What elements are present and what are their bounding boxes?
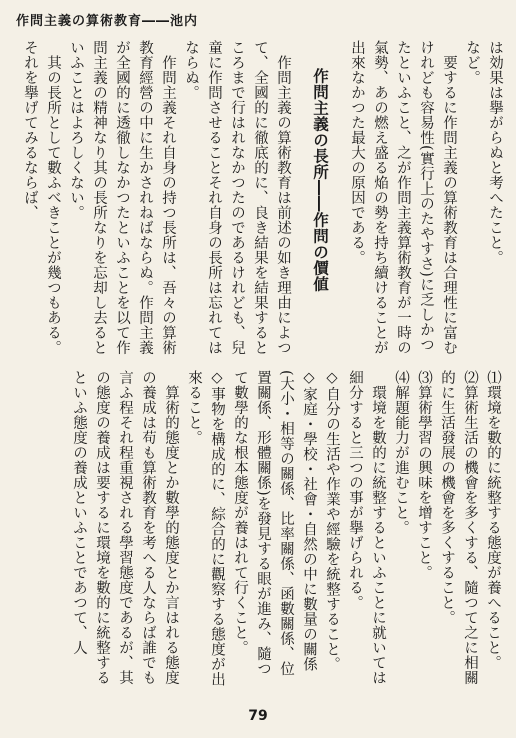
section-heading: 作問主義の長所――作問の價値 (311, 68, 329, 292)
list-item: ⑵算術生活の機會を多くする、隨つて之に相關的に生活發展の機會を多くすること。 (439, 370, 478, 685)
paragraph: 要するに作問主義の算術教育は合理性に富むけれども容易性(實行上のたやすさ)に乏しかつたといふこと、之が作問主義算術教育が一時の氣勢、あの燃え盛る焔の勢を持ち續けることが出來なかつた最大の原因である。 (349, 40, 457, 355)
paragraph: 作問主義それ自身の持つ長所は、吾々の算術教育經營の中に生かされねばならぬ。作問主義が全國的に透徹しなかつたといふことを以て作問主義の精神なり其の長所なりを忘却し去るといふことはよろしくない。 (68, 40, 176, 355)
bullet-item: ◇事物を構成的に、綜合的に觀察する態度が出來ること。 (186, 370, 225, 687)
paragraph: 環境を數的に統整するといふことに就いては細分すると三つの事が擧げられる。 (347, 370, 386, 685)
paragraph: 算術的態度とか數學的態度とか言はれる態度の養成は苟も算術教育を考へる人ならば誰でも言ふ程それ程重視される學習態度であるが、其の態度の養成は要するに環境を數的に統整するといふ態度の養成といふことであつて、人 (71, 370, 179, 685)
list-item: ⑴環境を數的に統整する態度が養へること。 (485, 370, 501, 670)
bullet-item: ◇自分の生活や作業や經驗を統整すること。 (324, 370, 340, 672)
lower-text-block (6, 370, 504, 690)
paragraph-continuation: は効果は擧がらぬと考へたこと。 (487, 40, 503, 265)
running-header: 作問主義の算術教育――池内 (16, 14, 199, 29)
paragraph: 作問主義の算術教育は前述の如き理由によつて、全國的に徹底的に、良き結果を結果するところまで行はれなかつたのであるけれども、兒童に作問させることそれ自身の長所は忘れてはならぬ。 (183, 40, 291, 355)
paragraph: 其の長所として數ふべきことが幾つもある。それを擧げてみるならば、 (22, 40, 61, 355)
list-item: ⑶算術學習の興味を增すこと。 (416, 370, 432, 580)
bullet-item: ◇家庭・學校・社會・自然の中に數量の關係(大小・相等の關係、比率關係、函數關係、位置關係、形體關係)を發見する眼が進み、隨つて數學的な根本態度が養はれて行くこと。 (232, 370, 317, 677)
page-number: 79 (248, 708, 268, 724)
list-item: ⑷解題能力が進むこと。 (393, 370, 409, 535)
paragraph-continuation: など。 (464, 40, 480, 85)
upper-text-block (8, 40, 506, 358)
